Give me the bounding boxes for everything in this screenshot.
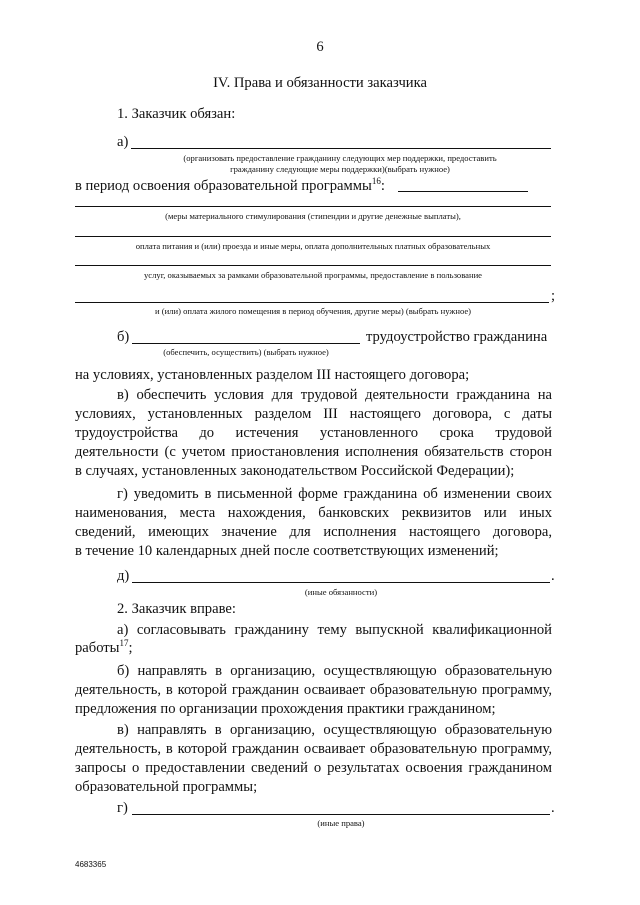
document-id: 4683365: [75, 860, 107, 869]
obligation-b-label: б): [117, 329, 130, 345]
obligation-a-line-4: [75, 302, 549, 303]
right-g-hint: (иные права): [317, 818, 365, 828]
obligation-v-line-2: условиях, установленных разделом III настоящего договора, с даты: [75, 406, 552, 422]
obligation-d-fill-line: [132, 582, 550, 583]
obligation-a-line-hint-3: услуг, оказываемых за рамками образовательной программы, предоставление в пользование: [144, 270, 482, 280]
right-a-line-1: а) согласовывать гражданину тему выпускной квалификационной: [117, 622, 552, 638]
obligation-a-line-hint-2: оплата питания и (или) проезда и иные меры, оплата дополнительных платных образовательных: [135, 241, 491, 251]
right-v-line-4: образовательной программы;: [75, 779, 258, 795]
right-g-line-end: .: [551, 800, 555, 816]
obligation-v-line-4: деятельности (с учетом приостановления исполнения обязательств сторон: [75, 444, 552, 460]
obligation-a-line-hint-4: и (или) оплата жилого помещения в период обучения, другие меры) (выбрать нужное): [154, 306, 472, 316]
obligation-a-period: в период освоения образовательной программы$^{16}$:: [75, 176, 385, 194]
page-number: 6: [316, 39, 324, 55]
obligation-g-line-3: сведений, имеющих значение для исполнения настоящего договора,: [75, 524, 552, 540]
obligations-intro: 1. Заказчик обязан:: [117, 106, 236, 122]
obligation-a-line-2: [75, 236, 551, 237]
obligation-b-continuation: на условиях, установленных разделом III настоящего договора;: [75, 367, 470, 383]
obligation-a-label: а): [117, 134, 129, 150]
right-b-line-2: деятельность, в которой гражданин осваивает образовательную программу,: [75, 682, 552, 698]
obligation-v-line-1: в) обеспечить условия для трудовой деятельности гражданина на: [117, 387, 552, 403]
right-g-label: г): [117, 800, 128, 816]
right-v-line-3: запросы о предоставлении сведений о результатах освоения гражданином: [75, 760, 552, 776]
obligation-a-fill-line: [131, 148, 551, 149]
obligation-g-line-2: наименования, места нахождения, банковских реквизитов или иных: [75, 505, 552, 521]
obligation-a-hint-2: гражданину следующие меры поддержки)(выбрать нужное): [230, 164, 450, 174]
obligation-a-line-3: [75, 265, 551, 266]
obligation-v-line-3: трудоустройства до истечения установленного срока трудовой: [75, 425, 552, 441]
obligation-a-line-hint-1: (меры материального стимулирования (стипендии и другие денежные выплаты),: [165, 211, 461, 221]
right-v-line-1: в) направлять в организацию, осуществляющую образовательную: [117, 722, 552, 738]
rights-intro: 2. Заказчик вправе:: [117, 601, 236, 617]
obligation-g-line-1: г) уведомить в письменной форме гражданина об изменении своих: [117, 486, 552, 502]
obligation-g-line-4: в течение 10 календарных дней после соответствующих изменений;: [75, 543, 499, 559]
obligation-v-line-5: в случаях, установленных законодательством Российской Федерации);: [75, 463, 515, 479]
obligation-b-trailing: трудоустройство гражданина: [366, 329, 548, 345]
section-title: IV. Права и обязанности заказчика: [213, 75, 427, 91]
obligation-a-period-line: [398, 191, 528, 192]
right-b-line-3: предложения по организации прохождения практики гражданином;: [75, 701, 496, 717]
obligation-b-fill-line: [132, 343, 360, 344]
obligation-d-line-end: .: [551, 568, 555, 584]
obligation-a-line-end: ;: [551, 288, 556, 304]
obligation-d-label: д): [117, 568, 130, 584]
obligation-d-hint: (иные обязанности): [304, 587, 378, 597]
obligation-b-hint: (обеспечить, осуществить) (выбрать нужное): [163, 347, 329, 357]
right-b-line-1: б) направлять в организацию, осуществляющую образовательную: [117, 663, 552, 679]
right-a-line-2: работы$^{17}$;: [75, 638, 133, 656]
right-g-fill-line: [132, 814, 550, 815]
obligation-a-line-1: [75, 206, 551, 207]
obligation-a-hint-1: (организовать предоставление гражданину следующих мер поддержки, предоставить: [183, 153, 497, 163]
right-v-line-2: деятельность, в которой гражданин осваивает образовательную программу,: [75, 741, 552, 757]
